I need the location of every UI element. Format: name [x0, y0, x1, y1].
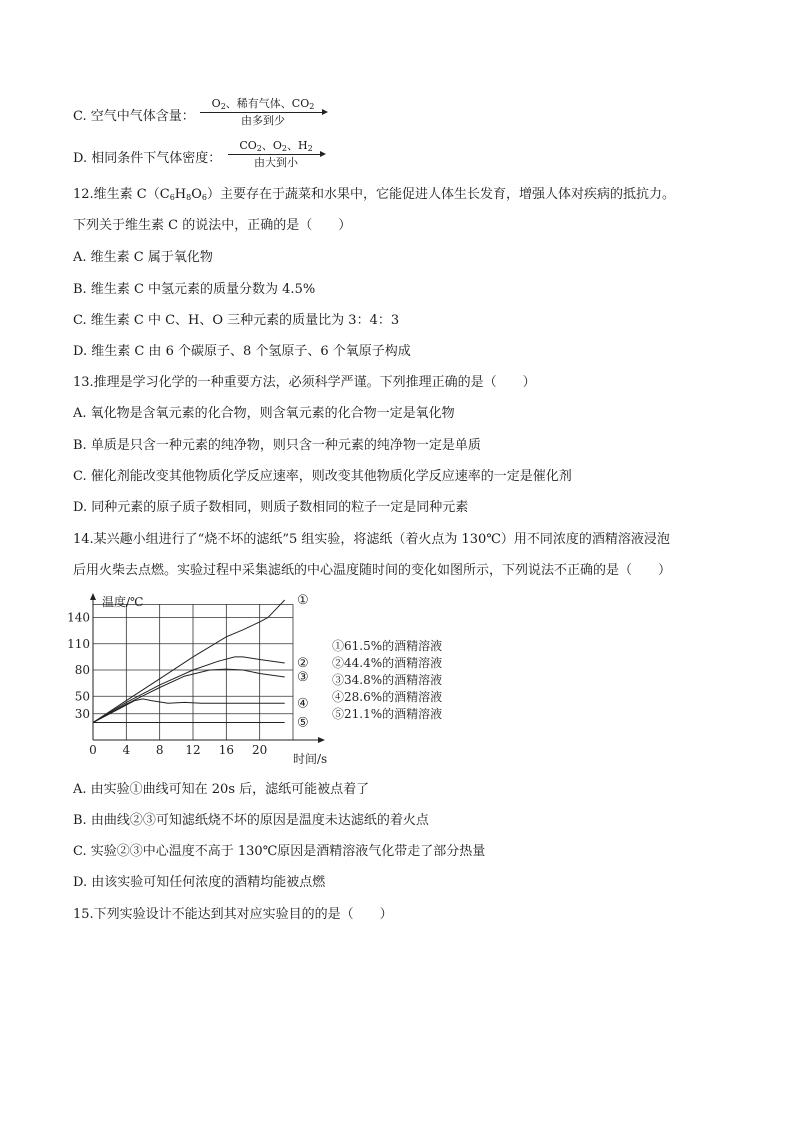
q13-option-d: D. 同种元素的原子质子数相同，则质子数相同的粒子一定是同种元素: [73, 500, 469, 515]
curve-label-4: ④: [297, 696, 309, 712]
q12-stem-line2: 下列关于维生素 C 的说法中，正确的是（ ）: [73, 218, 352, 233]
q15-stem: 15.下列实验设计不能达到其对应实验目的的是（ ）: [73, 907, 393, 922]
q14-option-d: D. 由该实验可知任何浓度的酒精均能被点燃: [73, 875, 326, 890]
option-c: [73, 108, 195, 126]
y-tick-label: 50: [74, 689, 90, 704]
curve-label-5: ⑤: [297, 715, 309, 731]
option-c-arrow-top: $O_2$、稀有气体、$CO_2$: [211, 97, 315, 111]
curve-4: [93, 699, 285, 723]
x-tick-label: 4: [122, 743, 131, 757]
option-c-arrow-bottom: 由多到少: [241, 114, 285, 127]
legend-entry-2: ②44.4%的酒精溶液: [332, 656, 443, 670]
curve-1: [93, 600, 285, 723]
option-c-arrow: [200, 97, 326, 131]
x-tick-labels: [89, 743, 267, 757]
chart-axes: [90, 593, 325, 743]
temperature-time-chart: [67, 590, 480, 775]
x-axis-label: 时间/s: [293, 752, 328, 766]
option-d-label: D. 相同条件下气体密度：: [73, 151, 222, 166]
curve-label-3: ③: [297, 670, 309, 685]
x-tick-label: 0: [89, 743, 97, 757]
x-tick-label: 20: [252, 743, 268, 757]
y-tick-labels: [67, 611, 90, 721]
legend-entry-5: ⑤21.1%的酒精溶液: [332, 707, 443, 721]
option-d-arrow-top: $CO_2$、$O_2$、$H_2$: [239, 139, 313, 153]
q12-option-d: D. 维生素 C 由 6 个碳原子、8 个氢原子、6 个氧原子构成: [73, 344, 411, 359]
q13-option-a: A. 氧化物是含氧元素的化合物，则含氧元素的化合物一定是氧化物: [73, 406, 455, 421]
q12-option-b: B. 维生素 C 中氢元素的质量分数为 4.5%: [73, 282, 316, 297]
curve-labels: [297, 593, 309, 731]
q14-option-b: B. 由曲线②③可知滤纸烧不坏的原因是温度未达滤纸的着火点: [73, 813, 429, 828]
curve-label-1: ①: [297, 593, 309, 608]
option-d: [73, 150, 221, 168]
q12-option-c: C. 维生素 C 中 C、H、O 三种元素的质量比为 3：4：3: [73, 313, 400, 328]
q14-option-a: A. 由实验①曲线可知在 20s 后，滤纸可能被点着了: [73, 782, 370, 797]
option-d-arrow: [228, 139, 324, 173]
legend-entry-4: ④28.6%的酒精溶液: [332, 690, 443, 704]
chart-legend: [332, 638, 442, 721]
y-axis-label: 温度/℃: [102, 595, 144, 609]
y-tick-label: 140: [67, 610, 90, 625]
chart-curves: [93, 600, 285, 723]
q13-option-c: C. 催化剂能改变其他物质化学反应速率，则改变其他物质化学反应速率的一定是催化剂: [73, 469, 572, 484]
option-d-arrow-bottom: 由大到小: [254, 156, 298, 169]
y-tick-label: 110: [67, 636, 90, 651]
q14-option-c: C. 实验②③中心温度不高于 130℃原因是酒精溶液气化带走了部分热量: [73, 844, 486, 859]
option-c-label: C. 空气中气体含量：: [73, 109, 195, 124]
x-tick-label: 8: [155, 743, 164, 757]
legend-entry-3: ③34.8%的酒精溶液: [332, 673, 443, 687]
x-tick-label: 16: [218, 743, 234, 757]
q14-stem-line1: 14.某兴趣小组进行了“烧不坏的滤纸”5 组实验，将滤纸（着火点为 130℃）用不同浓度的酒精溶液浸泡: [73, 532, 670, 547]
y-tick-label: 80: [74, 663, 90, 677]
curve-3: [93, 669, 285, 722]
x-tick-label: 12: [185, 743, 201, 757]
chart-grid: [93, 604, 293, 740]
q14-stem-line2: 后用火柴去点燃。实验过程中采集滤纸的中心温度随时间的变化如图所示，下列说法不正确的是（ ）: [73, 563, 672, 578]
y-tick-label: 30: [74, 706, 90, 721]
q12-stem-line1: 12.维生素 $C(C_6H_8O_6)$主要存在于蔬菜和水果中，它能促进人体生长发育，增强人体对疾病的抵抗力。: [73, 187, 676, 202]
q13-stem: 13.推理是学习化学的一种重要方法，必须科学严谨。下列推理正确的是（ ）: [73, 375, 536, 390]
curve-label-2: ②: [297, 656, 309, 671]
q12-option-a: A. 维生素 C 属于氧化物: [73, 250, 213, 265]
curve-2: [93, 657, 285, 723]
legend-entry-1: ①61.5%的酒精溶液: [332, 639, 443, 653]
q13-option-b: B. 单质是只含一种元素的纯净物，则只含一种元素的纯净物一定是单质: [73, 438, 481, 453]
